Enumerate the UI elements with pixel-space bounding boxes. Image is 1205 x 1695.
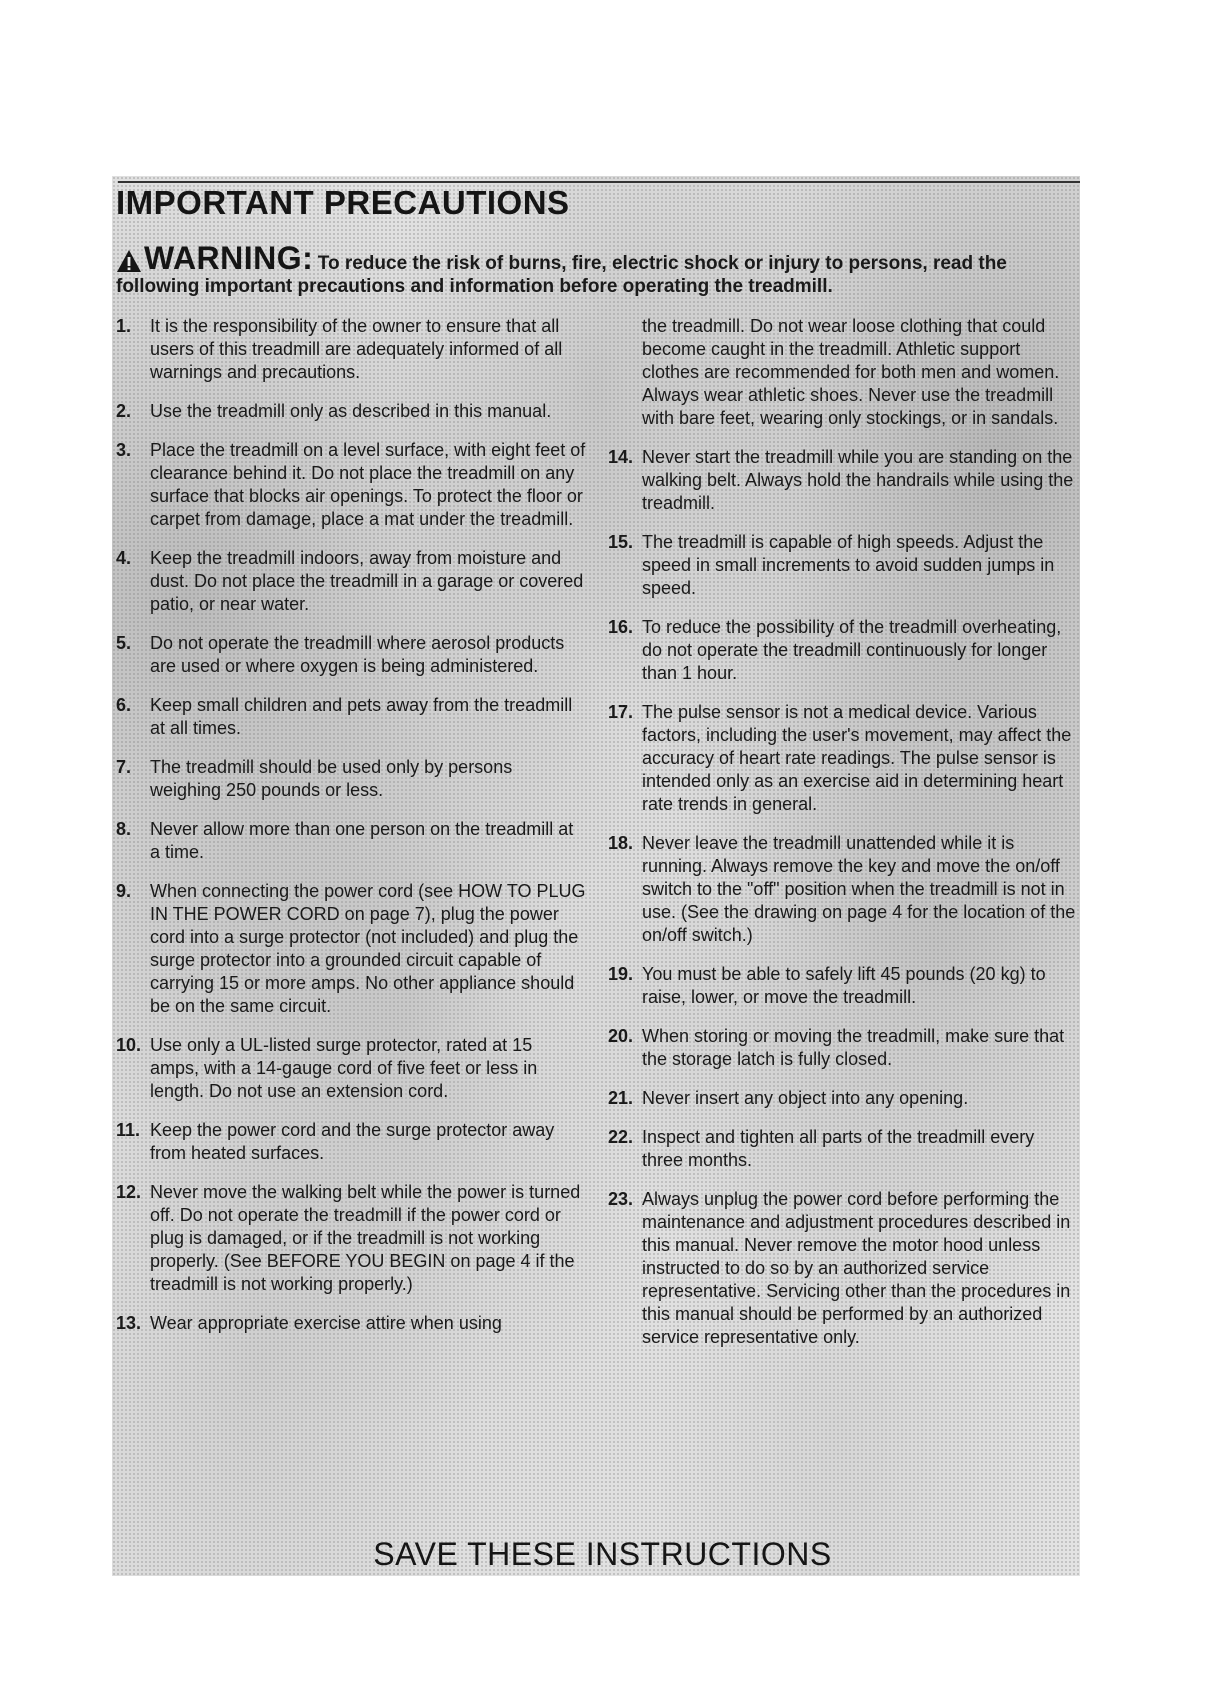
precaution-item: [116, 694, 586, 740]
precaution-item: [608, 446, 1080, 515]
item-text: Never move the walking belt while the power is turned off. Do not operate the treadmill if the power cord or plug is damaged, or if the treadmill is not working properly. (See BEFORE YOU BEGIN on page 4 if the treadmill is not working properly.): [150, 1182, 581, 1294]
precaution-item: [116, 756, 586, 802]
item-number: 14.: [608, 447, 634, 467]
item-text: Keep the power cord and the surge protector away from heated surfaces.: [150, 1120, 555, 1163]
item-number: 17.: [608, 702, 634, 722]
precaution-item: [116, 632, 586, 678]
item-number: 12.: [116, 1182, 142, 1202]
precaution-item: [608, 531, 1080, 600]
precaution-item-continued: [608, 315, 1080, 430]
item-text: Wear appropriate exercise attire when using: [150, 1313, 502, 1333]
precaution-item: [608, 616, 1080, 685]
precaution-item: [116, 400, 586, 423]
item-text: Never leave the treadmill unattended while it is running. Always remove the key and move the on/off switch to the "off" position when the treadmill is not in use. (See the drawing on page 4 for the location of the on/off switch.): [642, 833, 1076, 945]
item-text: Use only a UL-listed surge protector, rated at 15 amps, with a 14-gauge cord of five feet or less in length. Do not use an extension cord.: [150, 1035, 538, 1101]
item-number: 15.: [608, 532, 634, 552]
item-text: Always unplug the power cord before performing the maintenance and adjustment procedures described in this manual. Never remove the motor hood unless instructed to do so by an authorized service representative. Servicing other than the procedures in this manual should be performed by an authorized service representative only.: [642, 1189, 1071, 1347]
item-number: 23.: [608, 1189, 634, 1209]
item-number: 5.: [116, 633, 132, 653]
precaution-item: [608, 1087, 1080, 1110]
warning-block: [116, 240, 1076, 298]
warning-label: WARNING:: [144, 240, 314, 276]
right-column: [608, 315, 1080, 1349]
item-number: 7.: [116, 757, 132, 777]
footer-heading: SAVE THESE INSTRUCTIONS: [373, 1536, 832, 1572]
item-text: The treadmill is capable of high speeds. Adjust the speed in small increments to avoid sudden jumps in speed.: [642, 532, 1055, 598]
item-text: the treadmill. Do not wear loose clothing that could become caught in the treadmill. Athletic support clothes are recommended for both men and women. Always wear athletic shoes. Never use the treadmill with bare feet, wearing only stockings, or in sandals.: [642, 316, 1060, 428]
precaution-item: [608, 1126, 1080, 1172]
warning-triangle-icon: [116, 249, 142, 278]
top-rule: [118, 181, 1080, 183]
precaution-item: [116, 880, 586, 1018]
item-number: 6.: [116, 695, 132, 715]
item-text: The pulse sensor is not a medical device. Various factors, including the user's movement, may affect the accuracy of heart rate readings. The pulse sensor is intended only as an exercise aid in determining heart rate trends in general.: [642, 702, 1072, 814]
item-number: 4.: [116, 548, 132, 568]
precaution-item: [116, 1034, 586, 1103]
item-text: It is the responsibility of the owner to ensure that all users of this treadmill are adequately informed of all warnings and precautions.: [150, 316, 563, 382]
item-number: 19.: [608, 964, 634, 984]
item-text: To reduce the possibility of the treadmill overheating, do not operate the treadmill continuously for longer than 1 hour.: [642, 617, 1062, 683]
item-number: 13.: [116, 1313, 142, 1333]
item-text: Do not operate the treadmill where aerosol products are used or where oxygen is being administered.: [150, 633, 565, 676]
precaution-item: [608, 701, 1080, 816]
item-number: 10.: [116, 1035, 142, 1055]
precaution-item: [116, 547, 586, 616]
item-number: [608, 315, 642, 430]
item-number: 8.: [116, 819, 132, 839]
item-text: Never insert any object into any opening.: [642, 1088, 969, 1108]
page-title: IMPORTANT PRECAUTIONS: [116, 184, 570, 221]
item-number: 22.: [608, 1127, 634, 1147]
warning-text-line2: following important precautions and information before operating the treadmill.: [116, 276, 833, 297]
item-number: 20.: [608, 1026, 634, 1046]
item-text: Never start the treadmill while you are standing on the walking belt. Always hold the handrails while using the treadmill.: [642, 447, 1074, 513]
item-number: 3.: [116, 440, 132, 460]
item-number: 18.: [608, 833, 634, 853]
left-column: [116, 315, 586, 1335]
item-text: Place the treadmill on a level surface, with eight feet of clearance behind it. Do not place the treadmill on any surface that blocks air openings. To protect the floor or carpet from damage, place a mat under the treadmill.: [150, 440, 586, 529]
item-number: 16.: [608, 617, 634, 637]
item-text: Keep the treadmill indoors, away from moisture and dust. Do not place the treadmill in a garage or covered patio, or near water.: [150, 548, 584, 614]
item-text: When storing or moving the treadmill, make sure that the storage latch is fully closed.: [642, 1026, 1065, 1069]
precaution-item: [608, 832, 1080, 947]
precaution-item: [116, 1312, 586, 1335]
item-text: Never allow more than one person on the treadmill at a time.: [150, 819, 574, 862]
item-text: When connecting the power cord (see HOW TO PLUG IN THE POWER CORD on page 7), plug the power cord into a surge protector (not included) and plug the surge protector into a grounded circuit capable of carrying 15 or more amps. No other appliance should be on the same circuit.: [150, 881, 586, 1016]
item-number: 2.: [116, 401, 132, 421]
item-number: 9.: [116, 881, 132, 901]
item-number: 21.: [608, 1088, 634, 1108]
precaution-item: [116, 818, 586, 864]
precaution-item: [608, 1025, 1080, 1071]
item-text: The treadmill should be used only by persons weighing 250 pounds or less.: [150, 757, 513, 800]
precaution-item: [608, 1188, 1080, 1349]
item-text: Use the treadmill only as described in this manual.: [150, 401, 552, 421]
item-text: Inspect and tighten all parts of the treadmill every three months.: [642, 1127, 1035, 1170]
item-number: 1.: [116, 316, 132, 336]
precaution-item: [116, 315, 586, 384]
precaution-item: [116, 1181, 586, 1296]
precaution-item: [116, 1119, 586, 1165]
item-text: You must be able to safely lift 45 pounds (20 kg) to raise, lower, or move the treadmill.: [642, 964, 1046, 1007]
precaution-item: [608, 963, 1080, 1009]
precaution-item: [116, 439, 586, 531]
item-number: 11.: [116, 1120, 141, 1140]
item-text: Keep small children and pets away from the treadmill at all times.: [150, 695, 573, 738]
warning-text-line1: To reduce the risk of burns, fire, electric shock or injury to persons, read the: [317, 253, 1007, 274]
